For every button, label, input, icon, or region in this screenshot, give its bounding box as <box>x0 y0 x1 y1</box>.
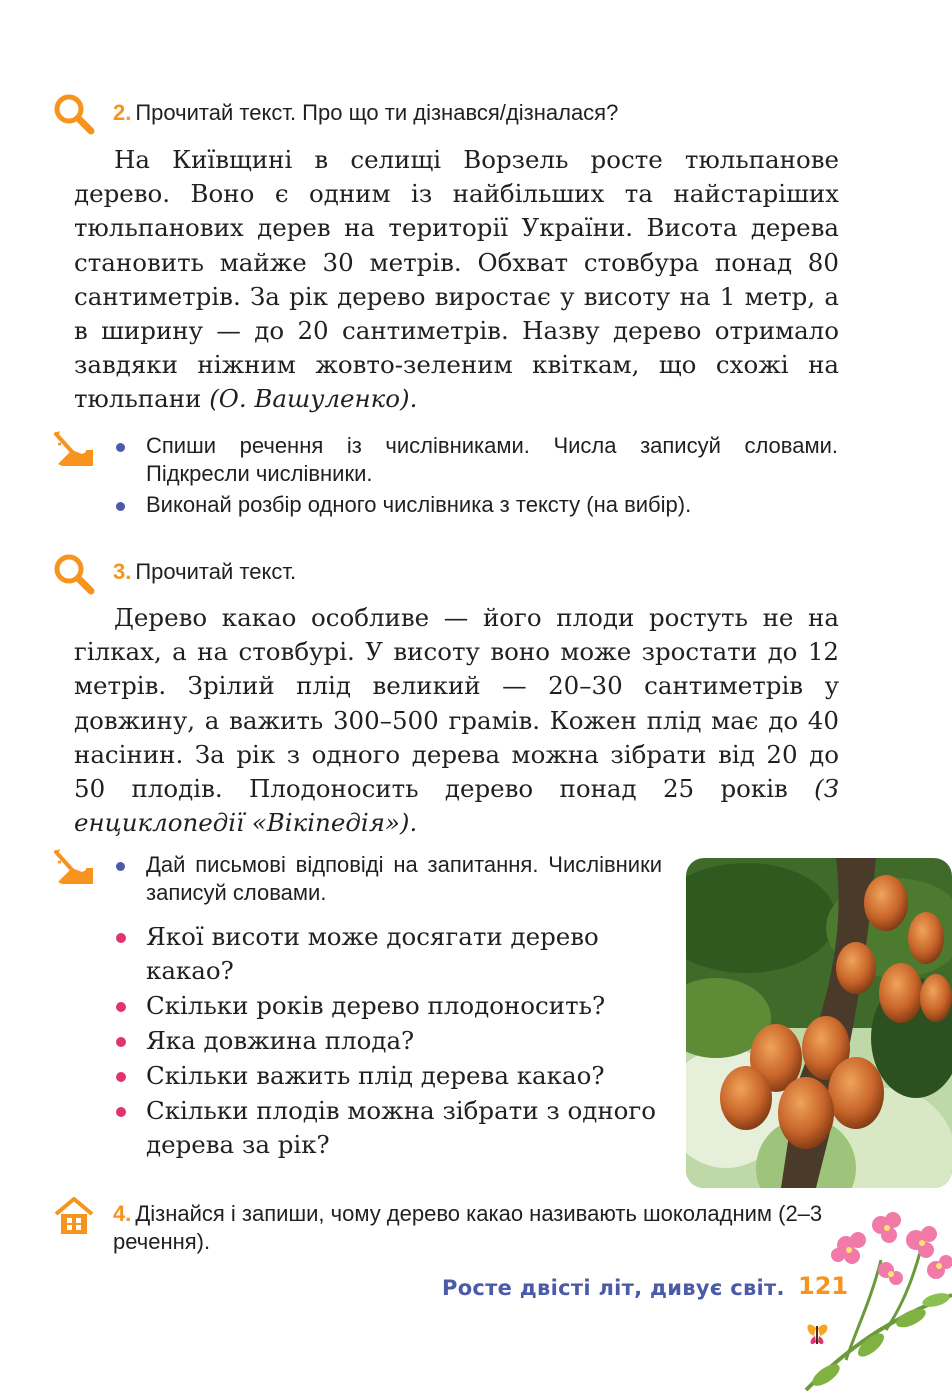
writing-hand-icon <box>52 428 96 472</box>
task-3-questions <box>112 920 664 1163</box>
question-item: Яка довжина плода? <box>112 1024 664 1058</box>
paragraph-text: Дерево какао особливе — його плоди ростуть не на гілках, а на стовбурі. У висоту воно може зростати до 12 метрів. Зрілий плід великий — 20–30 сантиметрів у довжину, а важить 300–500 грамів. Кожен плід має до 40 насінин. За рік з одного дерева можна зібрати від 20 до 50 плодів. Плодоносить дерево понад 25 років <box>74 603 839 804</box>
house-icon <box>52 1194 96 1238</box>
task-4-body: Дізнайся і запиши, чому дерево какао називають шоколадним (2–3 речення). <box>113 1201 823 1254</box>
question-item: Скільки плодів можна зібрати з одного дерева за рік? <box>112 1094 664 1162</box>
citation: (О. Вашуленко). <box>209 384 418 414</box>
task-2-text <box>74 143 839 417</box>
task-heading-text: Прочитай текст. Про що ти дізнався/дізналася? <box>135 100 619 125</box>
paragraph-text: На Київщині в селищі Ворзель росте тюльпанове дерево. Воно є одним із найбільших та найстаріших тюльпанових дерев на території України. Висота дерева становить майже 30 метрів. Обхват стовбура понад 80 сантиметрів. За рік дерево виростає у висоту на 1 метр, а в ширину — до 20 сантиметрів. Назву дерево отримало завдяки ніжним жовто-зеленим квіткам, що схожі на тюльпани <box>74 145 839 414</box>
task-number: 3. <box>113 559 132 584</box>
task-number: 2. <box>113 100 132 125</box>
page-number: 121 <box>798 1272 849 1300</box>
writing-hand-icon <box>52 846 96 890</box>
task-3-instruction <box>112 851 662 910</box>
question-item: Скільки років дерево плодоносить? <box>112 989 664 1023</box>
magnifier-icon <box>52 552 96 596</box>
task-heading-text: Прочитай текст. <box>135 559 297 584</box>
task-number: 4. <box>113 1201 132 1226</box>
list-item: Спиши речення із числівниками. Числа записуй словами. Підкресли числівники. <box>112 432 838 488</box>
question-item: Якої висоти може досягати дерево какао? <box>112 920 664 988</box>
task-2-heading <box>113 99 618 127</box>
footer-title: Росте двісті літ, дивує світ. <box>442 1276 785 1300</box>
magnifier-icon <box>52 92 96 136</box>
task-4-text <box>113 1200 839 1256</box>
list-item: Виконай розбір одного числівника з тексту (на вибір). <box>112 491 838 519</box>
task-3-text <box>74 601 839 840</box>
task-3-heading <box>113 558 296 586</box>
task-2-instructions <box>112 432 838 522</box>
question-item: Скільки важить плід дерева какао? <box>112 1059 664 1093</box>
citation: (З енциклопедії «Вікіпедія»). <box>74 774 839 838</box>
cacao-pods-photo <box>686 858 952 1188</box>
flower-branch-butterfly-icon <box>786 1200 952 1394</box>
list-item: Дай письмові відповіді на запитання. Числівники записуй словами. <box>112 851 662 907</box>
